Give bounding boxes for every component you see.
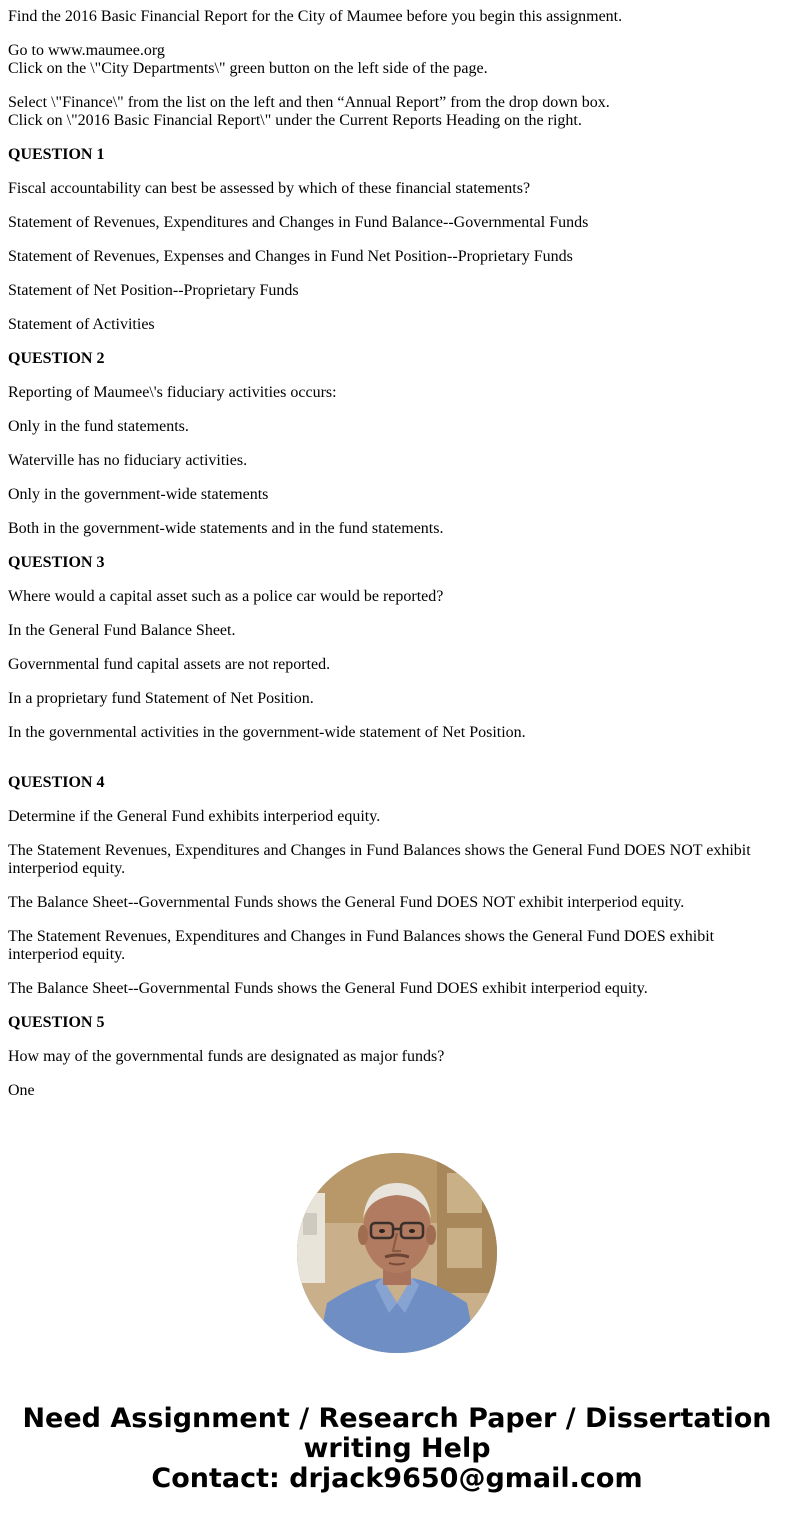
question-3-option: Governmental fund capital assets are not reported. bbox=[8, 656, 331, 673]
question-4-option: The Statement Revenues, Expenditures and Changes in Fund Balances shows the General Fund DOES NOT exhibit interperiod equity. bbox=[8, 842, 751, 877]
intro-paragraph-2 bbox=[8, 42, 786, 78]
question-3-option: In the governmental activities in the government-wide statement of Net Position. bbox=[8, 724, 526, 741]
question-2-option: Only in the government-wide statements bbox=[8, 486, 269, 503]
blank-line bbox=[8, 758, 786, 774]
promo-contact: Contact: drjack9650@gmail.com bbox=[151, 1463, 643, 1494]
question-1-option: Statement of Revenues, Expenditures and Changes in Fund Balance--Governmental Funds bbox=[8, 214, 589, 231]
question-1-option: Statement of Net Position--Proprietary Funds bbox=[8, 282, 299, 299]
intro-select-line: Select \"Finance\" from the list on the left and then “Annual Report” from the drop down box. bbox=[8, 94, 610, 111]
portrait-photo bbox=[297, 1153, 497, 1353]
promo-line-2: writing Help bbox=[303, 1433, 491, 1464]
question-5-title: QUESTION 5 bbox=[8, 1014, 105, 1031]
question-4-option: The Statement Revenues, Expenditures and Changes in Fund Balances shows the General Fund DOES exhibit interperiod equity. bbox=[8, 928, 715, 963]
question-2-option: Waterville has no fiduciary activities. bbox=[8, 452, 248, 469]
question-4-title: QUESTION 4 bbox=[8, 774, 105, 791]
question-1-option: Statement of Revenues, Expenses and Changes in Fund Net Position--Proprietary Funds bbox=[8, 248, 573, 265]
question-3-option: In a proprietary fund Statement of Net Position. bbox=[8, 690, 314, 707]
question-2-option: Both in the government-wide statements and in the fund statements. bbox=[8, 520, 444, 537]
promo-line-1: Need Assignment / Research Paper / Dissertation bbox=[22, 1403, 772, 1434]
question-1-prompt: Fiscal accountability can best be assessed by which of these financial statements? bbox=[8, 180, 531, 197]
document-body bbox=[8, 8, 786, 1116]
question-3-option: In the General Fund Balance Sheet. bbox=[8, 622, 236, 639]
question-2-title: QUESTION 2 bbox=[8, 350, 105, 367]
question-4-prompt: Determine if the General Fund exhibits interperiod equity. bbox=[8, 808, 381, 825]
intro-click-line: Click on the \"City Departments\" green button on the left side of the page. bbox=[8, 60, 488, 77]
question-3-prompt: Where would a capital asset such as a police car would be reported? bbox=[8, 588, 444, 605]
avatar bbox=[297, 1153, 497, 1353]
question-1-title: QUESTION 1 bbox=[8, 146, 105, 163]
question-2-option: Only in the fund statements. bbox=[8, 418, 189, 435]
intro-website-line: Go to www.maumee.org bbox=[8, 42, 165, 59]
question-4-option: The Balance Sheet--Governmental Funds shows the General Fund DOES NOT exhibit interperiod equity. bbox=[8, 894, 685, 911]
intro-paragraph-3 bbox=[8, 94, 786, 130]
question-5-option: One bbox=[8, 1082, 35, 1099]
question-3-title: QUESTION 3 bbox=[8, 554, 105, 571]
question-1-option: Statement of Activities bbox=[8, 316, 155, 333]
promo-banner bbox=[0, 1404, 794, 1494]
question-4-option: The Balance Sheet--Governmental Funds shows the General Fund DOES exhibit interperiod equity. bbox=[8, 980, 648, 997]
intro-paragraph-1: Find the 2016 Basic Financial Report for the City of Maumee before you begin this assignment. bbox=[8, 8, 623, 25]
question-2-prompt: Reporting of Maumee\'s fiduciary activities occurs: bbox=[8, 384, 337, 401]
intro-report-line: Click on \"2016 Basic Financial Report\" under the Current Reports Heading on the right. bbox=[8, 112, 582, 129]
question-5-prompt: How may of the governmental funds are designated as major funds? bbox=[8, 1048, 445, 1065]
